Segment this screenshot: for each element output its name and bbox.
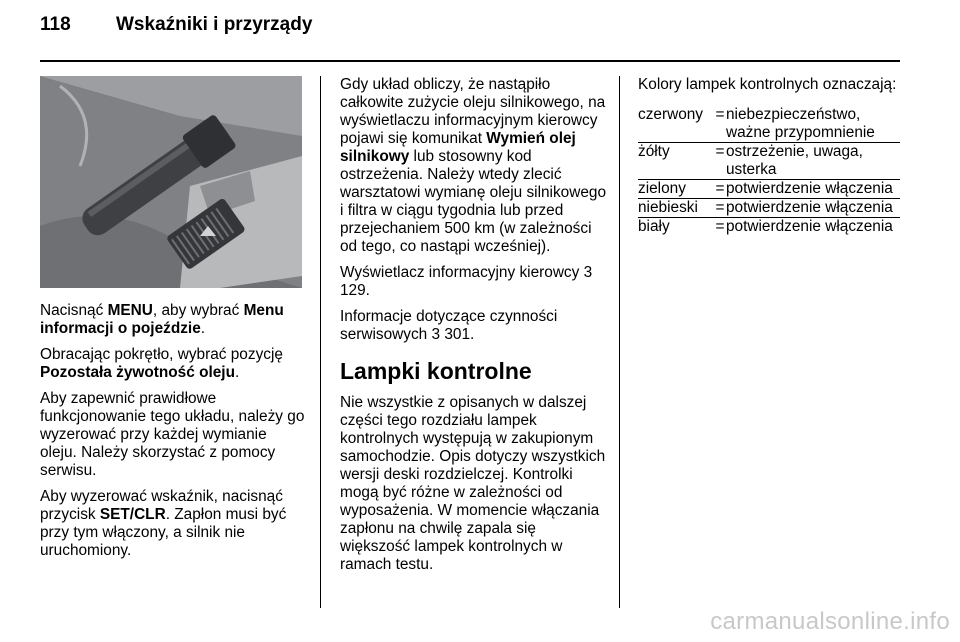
paragraph: Nacisnąć MENU, aby wybrać Menu informacji o pojeździe. <box>40 302 284 337</box>
paragraph: Obracając pokrętło, wybrać pozycję Pozostała żywotność oleju. <box>40 346 283 381</box>
right-column <box>638 76 900 236</box>
header-rule <box>40 60 900 62</box>
left-column <box>40 302 306 568</box>
page-title: Wskaźniki i przyrządy <box>116 14 313 35</box>
page-ref-icon: 3 <box>583 264 593 281</box>
paragraph: Aby wyzerować wskaźnik, nacisnąć przycisk SET/CLR. Zapłon musi być przy tym włączony, a silnik nie uruchomiony. <box>40 488 287 559</box>
page-ref-icon: 3 <box>431 326 441 343</box>
table-row: biały = potwierdzenie włączenia <box>638 218 893 235</box>
paragraph: Kolory lampek kontrolnych oznaczają: <box>638 76 897 93</box>
stalk-photo <box>40 76 302 288</box>
cross-reference: Informacje dotyczące czynności serwisowych 3 301. <box>340 308 558 343</box>
button-name-label: SET/CLR <box>99 506 166 523</box>
paragraph: Aby zapewnić prawidłowe funkcjonowanie tego układu, należy go wyzerować przy każdej wymianie oleju. Należy skorzystać z pomocy serwisu. <box>40 390 305 479</box>
page-number: 118 <box>40 14 71 35</box>
table-row: żółty = ostrzeżenie, uwaga, usterka <box>638 143 900 180</box>
menu-key-label: MENU <box>107 302 153 319</box>
table-row: zielony = potwierdzenie włączenia <box>638 180 900 199</box>
middle-column <box>340 76 608 582</box>
table-row: niebieski = potwierdzenie włączenia <box>638 199 900 218</box>
column-divider-1 <box>320 76 321 608</box>
menu-item-label: Pozostała żywotność oleju <box>40 364 235 381</box>
paragraph: Nie wszystkie z opisanych w dalszej części tego rozdziału lampek kontrolnych występują w zakupionym samochodzie. Opis dotyczy wszystkich wersji deski rozdzielczej. Kontrolki mogą być różne w zależności od wyposażenia. W momencie włączania zapłonu na chwilę zapala się większość lampek kontrolnych w ramach testu. <box>340 394 606 573</box>
color-legend-table <box>638 106 900 236</box>
section-heading: Lampki kontrolne <box>340 358 532 384</box>
column-divider-2 <box>619 76 620 608</box>
menu-name-label: Menu informacji o pojeździe <box>40 302 284 337</box>
watermark: carmanualsonline.info <box>710 608 950 635</box>
message-label: Wymień olej silnikowy <box>340 130 576 165</box>
table-row: czerwony = niebezpieczeństwo, ważne przypomnienie <box>638 106 900 143</box>
cross-reference: Wyświetlacz informacyjny kierowcy 3 129. <box>340 264 593 299</box>
page-header <box>40 14 312 36</box>
paragraph: Gdy układ obliczy, że nastąpiło całkowite zużycie oleju silnikowego, na wyświetlaczu informacyjnym kierowcy pojawi się komunikat Wymień olej silnikowy lub stosowny kod ostrzeżenia. Należy wtedy zlecić warsztatowi wymianę oleju silnikowego i filtra w ciągu tygodnia lub przed przejechaniem 500 km (w zależności od tego, co nastąpi wcześniej). <box>340 76 607 255</box>
